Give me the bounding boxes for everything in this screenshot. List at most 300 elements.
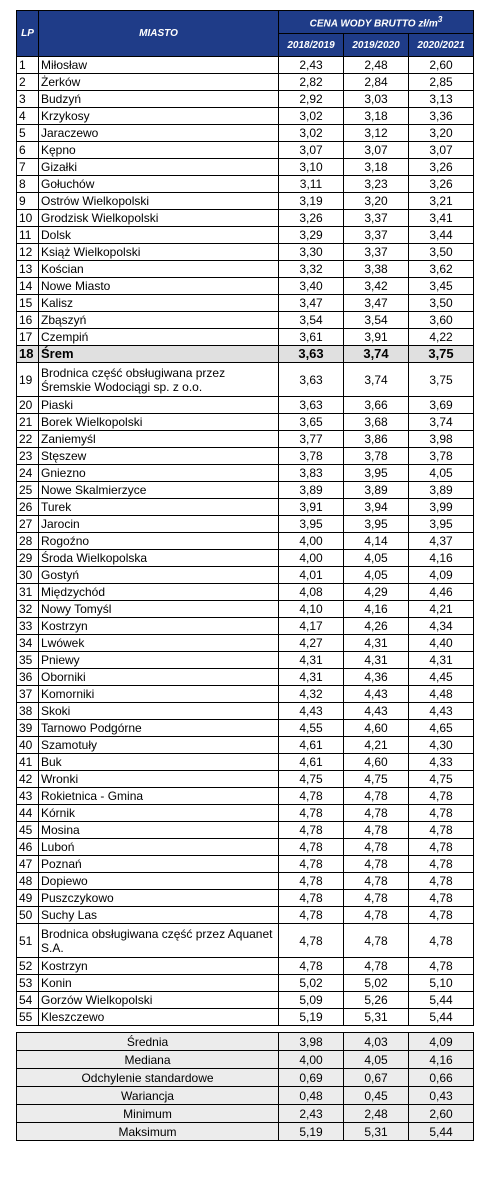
price-value: 3,21	[409, 193, 474, 210]
table-row	[17, 516, 474, 533]
price-value: 4,00	[279, 550, 344, 567]
price-value: 3,20	[344, 193, 409, 210]
row-number: 48	[17, 873, 39, 890]
price-header-label: CENA WODY BRUTTO zł/m	[309, 18, 438, 30]
city-name: Rogoźno	[39, 533, 279, 550]
row-number: 33	[17, 618, 39, 635]
price-value: 4,78	[344, 907, 409, 924]
price-value: 3,74	[409, 414, 474, 431]
city-name: Gniezno	[39, 465, 279, 482]
row-number: 42	[17, 771, 39, 788]
row-number: 11	[17, 227, 39, 244]
city-name: Stęszew	[39, 448, 279, 465]
price-value: 4,55	[279, 720, 344, 737]
table-row	[17, 771, 474, 788]
city-name: Borek Wielkopolski	[39, 414, 279, 431]
city-name: Kościan	[39, 261, 279, 278]
price-value: 4,78	[279, 924, 344, 958]
price-value: 4,78	[279, 839, 344, 856]
price-value: 3,26	[409, 159, 474, 176]
statistics-row	[17, 1105, 474, 1123]
table-row	[17, 448, 474, 465]
city-name: Kórnik	[39, 805, 279, 822]
price-value: 4,09	[409, 567, 474, 584]
price-value: 4,05	[344, 567, 409, 584]
price-value: 3,26	[409, 176, 474, 193]
table-row	[17, 397, 474, 414]
price-value: 3,65	[279, 414, 344, 431]
price-value: 5,02	[279, 975, 344, 992]
row-number: 52	[17, 958, 39, 975]
price-value: 3,40	[279, 278, 344, 295]
city-name: Środa Wielkopolska	[39, 550, 279, 567]
city-name: Nowe Skalmierzyce	[39, 482, 279, 499]
row-number: 22	[17, 431, 39, 448]
price-value: 4,78	[409, 822, 474, 839]
price-value: 3,95	[344, 465, 409, 482]
price-value: 4,46	[409, 584, 474, 601]
price-value: 3,60	[409, 312, 474, 329]
table-row	[17, 856, 474, 873]
price-value: 3,68	[344, 414, 409, 431]
row-number: 50	[17, 907, 39, 924]
price-value: 4,08	[279, 584, 344, 601]
price-value: 2,60	[409, 57, 474, 74]
price-value: 4,43	[344, 686, 409, 703]
price-value: 3,29	[279, 227, 344, 244]
price-value: 2,92	[279, 91, 344, 108]
row-number: 26	[17, 499, 39, 516]
table-row	[17, 601, 474, 618]
price-value: 3,45	[409, 278, 474, 295]
city-name: Krzykosy	[39, 108, 279, 125]
price-value: 4,60	[344, 720, 409, 737]
price-value: 3,10	[279, 159, 344, 176]
table-row	[17, 686, 474, 703]
row-number: 27	[17, 516, 39, 533]
statistic-value: 5,44	[409, 1123, 474, 1141]
row-number: 5	[17, 125, 39, 142]
row-number: 2	[17, 74, 39, 91]
row-number: 18	[17, 346, 39, 363]
table-row	[17, 227, 474, 244]
price-value: 4,78	[344, 958, 409, 975]
price-value: 3,07	[409, 142, 474, 159]
row-number: 31	[17, 584, 39, 601]
city-name: Nowy Tomyśl	[39, 601, 279, 618]
city-name: Kleszczewo	[39, 1009, 279, 1026]
table-row	[17, 193, 474, 210]
city-name: Zaniemyśl	[39, 431, 279, 448]
city-name: Turek	[39, 499, 279, 516]
statistic-value: 2,60	[409, 1105, 474, 1123]
city-name: Mosina	[39, 822, 279, 839]
city-name: Konin	[39, 975, 279, 992]
price-value: 4,27	[279, 635, 344, 652]
city-name: Kępno	[39, 142, 279, 159]
price-value: 3,69	[409, 397, 474, 414]
price-value: 4,78	[279, 873, 344, 890]
table-row	[17, 346, 474, 363]
price-value: 3,37	[344, 244, 409, 261]
price-value: 4,22	[409, 329, 474, 346]
year-header: 2019/2020	[344, 34, 409, 57]
city-name: Luboń	[39, 839, 279, 856]
price-value: 3,50	[409, 295, 474, 312]
row-number: 24	[17, 465, 39, 482]
row-number: 1	[17, 57, 39, 74]
table-row	[17, 176, 474, 193]
statistic-label: Odchylenie standardowe	[17, 1069, 279, 1087]
price-value: 3,78	[344, 448, 409, 465]
price-value: 3,77	[279, 431, 344, 448]
price-value: 5,31	[344, 1009, 409, 1026]
table-row	[17, 584, 474, 601]
statistics-row	[17, 1087, 474, 1105]
price-value: 4,26	[344, 618, 409, 635]
city-name: Brodnica część obsługiwana przez Śremskie Wodociągi sp. z o.o.	[39, 363, 279, 397]
table-row	[17, 635, 474, 652]
table-row	[17, 703, 474, 720]
price-value: 4,78	[344, 822, 409, 839]
statistic-label: Mediana	[17, 1051, 279, 1069]
price-value: 4,78	[409, 907, 474, 924]
price-value: 4,48	[409, 686, 474, 703]
row-number: 21	[17, 414, 39, 431]
row-number: 25	[17, 482, 39, 499]
row-number: 17	[17, 329, 39, 346]
city-name: Gołuchów	[39, 176, 279, 193]
price-value: 3,47	[344, 295, 409, 312]
table-row	[17, 618, 474, 635]
table-row	[17, 159, 474, 176]
city-name: Grodzisk Wielkopolski	[39, 210, 279, 227]
price-value: 3,07	[344, 142, 409, 159]
statistic-label: Minimum	[17, 1105, 279, 1123]
price-value: 3,42	[344, 278, 409, 295]
row-number: 8	[17, 176, 39, 193]
price-value: 4,78	[409, 958, 474, 975]
price-value: 4,00	[279, 533, 344, 550]
table-row	[17, 142, 474, 159]
statistic-value: 5,31	[344, 1123, 409, 1141]
price-value: 3,20	[409, 125, 474, 142]
city-name: Wronki	[39, 771, 279, 788]
statistic-label: Wariancja	[17, 1087, 279, 1105]
city-header: MIASTO	[39, 11, 279, 57]
statistic-value: 2,43	[279, 1105, 344, 1123]
price-value: 3,12	[344, 125, 409, 142]
price-value: 4,45	[409, 669, 474, 686]
table-row	[17, 414, 474, 431]
price-value: 3,37	[344, 210, 409, 227]
price-value: 4,78	[279, 890, 344, 907]
price-value: 4,61	[279, 754, 344, 771]
price-value: 4,78	[279, 805, 344, 822]
price-value: 4,78	[409, 924, 474, 958]
price-value: 5,02	[344, 975, 409, 992]
row-number: 7	[17, 159, 39, 176]
row-number: 6	[17, 142, 39, 159]
row-number: 14	[17, 278, 39, 295]
city-name: Gorzów Wielkopolski	[39, 992, 279, 1009]
price-value: 3,26	[279, 210, 344, 227]
price-value: 4,78	[409, 805, 474, 822]
price-value: 4,40	[409, 635, 474, 652]
row-number: 3	[17, 91, 39, 108]
price-value: 4,43	[409, 703, 474, 720]
header-row-top	[17, 11, 474, 34]
price-value: 5,10	[409, 975, 474, 992]
city-name: Kostrzyn	[39, 958, 279, 975]
price-value: 3,62	[409, 261, 474, 278]
row-number: 55	[17, 1009, 39, 1026]
city-name: Śrem	[39, 346, 279, 363]
city-name: Książ Wielkopolski	[39, 244, 279, 261]
price-value: 4,43	[344, 703, 409, 720]
price-value: 3,19	[279, 193, 344, 210]
city-name: Kostrzyn	[39, 618, 279, 635]
city-name: Jarocin	[39, 516, 279, 533]
price-value: 4,31	[409, 652, 474, 669]
row-number: 28	[17, 533, 39, 550]
table-row	[17, 278, 474, 295]
table-row	[17, 431, 474, 448]
statistics-body	[17, 1033, 474, 1141]
row-number: 4	[17, 108, 39, 125]
city-name: Kalisz	[39, 295, 279, 312]
table-row	[17, 720, 474, 737]
row-number: 45	[17, 822, 39, 839]
price-value: 4,78	[344, 924, 409, 958]
price-value: 5,44	[409, 992, 474, 1009]
city-name: Brodnica obsługiwana część przez Aquanet S.A.	[39, 924, 279, 958]
price-value: 4,78	[409, 856, 474, 873]
price-value: 4,75	[344, 771, 409, 788]
price-value: 3,98	[409, 431, 474, 448]
table-row	[17, 652, 474, 669]
table-row	[17, 1009, 474, 1026]
city-name: Międzychód	[39, 584, 279, 601]
table-row	[17, 465, 474, 482]
price-value: 3,74	[344, 363, 409, 397]
price-value: 3,86	[344, 431, 409, 448]
row-number: 20	[17, 397, 39, 414]
statistic-value: 4,05	[344, 1051, 409, 1069]
price-value: 2,48	[344, 57, 409, 74]
row-number: 41	[17, 754, 39, 771]
table-row	[17, 975, 474, 992]
row-number: 53	[17, 975, 39, 992]
price-value: 2,84	[344, 74, 409, 91]
price-value: 3,37	[344, 227, 409, 244]
row-number: 34	[17, 635, 39, 652]
price-value: 4,78	[344, 839, 409, 856]
statistic-value: 4,03	[344, 1033, 409, 1051]
row-number: 47	[17, 856, 39, 873]
table-row	[17, 907, 474, 924]
table-row	[17, 958, 474, 975]
price-value: 4,36	[344, 669, 409, 686]
price-value: 4,60	[344, 754, 409, 771]
price-value: 3,30	[279, 244, 344, 261]
city-name: Gostyń	[39, 567, 279, 584]
table-row	[17, 754, 474, 771]
table-row	[17, 567, 474, 584]
price-value: 3,75	[409, 363, 474, 397]
price-value: 4,16	[409, 550, 474, 567]
statistic-label: Średnia	[17, 1033, 279, 1051]
row-number: 12	[17, 244, 39, 261]
year-header: 2018/2019	[279, 34, 344, 57]
price-header-unit-exponent: 3	[437, 14, 443, 25]
row-number: 32	[17, 601, 39, 618]
price-value: 3,47	[279, 295, 344, 312]
row-number: 51	[17, 924, 39, 958]
row-number: 10	[17, 210, 39, 227]
table-row	[17, 482, 474, 499]
city-name: Dolsk	[39, 227, 279, 244]
price-value: 4,78	[279, 958, 344, 975]
price-value: 4,78	[344, 805, 409, 822]
price-value: 4,78	[279, 788, 344, 805]
price-value: 3,11	[279, 176, 344, 193]
price-value: 3,07	[279, 142, 344, 159]
table-body	[17, 57, 474, 1026]
price-value: 4,10	[279, 601, 344, 618]
statistic-value: 0,69	[279, 1069, 344, 1087]
table-row	[17, 550, 474, 567]
lp-header: LP	[17, 11, 39, 57]
price-value: 3,63	[279, 346, 344, 363]
statistic-value: 3,98	[279, 1033, 344, 1051]
price-value: 4,29	[344, 584, 409, 601]
price-value: 3,91	[279, 499, 344, 516]
table-row	[17, 822, 474, 839]
city-name: Buk	[39, 754, 279, 771]
price-value: 4,78	[344, 856, 409, 873]
price-value: 4,78	[344, 890, 409, 907]
price-value: 4,61	[279, 737, 344, 754]
statistic-value: 0,67	[344, 1069, 409, 1087]
statistic-value: 2,48	[344, 1105, 409, 1123]
price-value: 4,01	[279, 567, 344, 584]
price-value: 2,43	[279, 57, 344, 74]
price-value: 3,13	[409, 91, 474, 108]
price-value: 3,18	[344, 159, 409, 176]
price-value: 3,78	[279, 448, 344, 465]
table-row	[17, 363, 474, 397]
price-value: 3,02	[279, 108, 344, 125]
price-value: 3,78	[409, 448, 474, 465]
row-number: 44	[17, 805, 39, 822]
price-value: 3,44	[409, 227, 474, 244]
table-row	[17, 261, 474, 278]
statistics-table	[16, 1032, 474, 1141]
city-name: Gizałki	[39, 159, 279, 176]
table-row	[17, 91, 474, 108]
price-value: 3,23	[344, 176, 409, 193]
table-row	[17, 924, 474, 958]
row-number: 38	[17, 703, 39, 720]
statistic-value: 0,66	[409, 1069, 474, 1087]
city-name: Pniewy	[39, 652, 279, 669]
city-name: Oborniki	[39, 669, 279, 686]
statistic-value: 0,45	[344, 1087, 409, 1105]
city-name: Czempiń	[39, 329, 279, 346]
statistic-value: 0,43	[409, 1087, 474, 1105]
price-value: 4,78	[409, 890, 474, 907]
statistic-value: 0,48	[279, 1087, 344, 1105]
statistics-row	[17, 1069, 474, 1087]
table-row	[17, 737, 474, 754]
table-row	[17, 873, 474, 890]
city-name: Poznań	[39, 856, 279, 873]
price-value: 4,32	[279, 686, 344, 703]
price-value: 3,36	[409, 108, 474, 125]
price-value: 4,78	[409, 788, 474, 805]
table-row	[17, 108, 474, 125]
price-value: 3,63	[279, 363, 344, 397]
price-value: 2,85	[409, 74, 474, 91]
price-value: 5,26	[344, 992, 409, 1009]
price-value: 4,16	[344, 601, 409, 618]
city-name: Dopiewo	[39, 873, 279, 890]
price-value: 4,05	[344, 550, 409, 567]
statistic-label: Maksimum	[17, 1123, 279, 1141]
table-row	[17, 244, 474, 261]
table-row	[17, 992, 474, 1009]
row-number: 16	[17, 312, 39, 329]
price-value: 3,02	[279, 125, 344, 142]
price-value: 4,37	[409, 533, 474, 550]
city-name: Zbąszyń	[39, 312, 279, 329]
price-value: 3,38	[344, 261, 409, 278]
price-value: 4,75	[409, 771, 474, 788]
price-value: 3,75	[409, 346, 474, 363]
price-value: 4,43	[279, 703, 344, 720]
row-number: 9	[17, 193, 39, 210]
row-number: 35	[17, 652, 39, 669]
row-number: 36	[17, 669, 39, 686]
row-number: 43	[17, 788, 39, 805]
water-price-table	[16, 10, 474, 1026]
row-number: 13	[17, 261, 39, 278]
price-value: 4,17	[279, 618, 344, 635]
city-name: Jaraczewo	[39, 125, 279, 142]
price-value: 4,78	[409, 839, 474, 856]
price-value: 3,66	[344, 397, 409, 414]
price-value: 3,54	[279, 312, 344, 329]
row-number: 29	[17, 550, 39, 567]
price-value: 5,19	[279, 1009, 344, 1026]
price-value: 3,89	[344, 482, 409, 499]
table-row	[17, 499, 474, 516]
price-value: 4,14	[344, 533, 409, 550]
price-value: 4,21	[409, 601, 474, 618]
price-value: 4,78	[344, 788, 409, 805]
city-name: Puszczykowo	[39, 890, 279, 907]
row-number: 54	[17, 992, 39, 1009]
price-value: 3,89	[409, 482, 474, 499]
price-value: 2,82	[279, 74, 344, 91]
city-name: Miłosław	[39, 57, 279, 74]
row-number: 23	[17, 448, 39, 465]
price-value: 5,09	[279, 992, 344, 1009]
table-row	[17, 125, 474, 142]
price-value: 3,95	[279, 516, 344, 533]
price-value: 4,78	[279, 822, 344, 839]
